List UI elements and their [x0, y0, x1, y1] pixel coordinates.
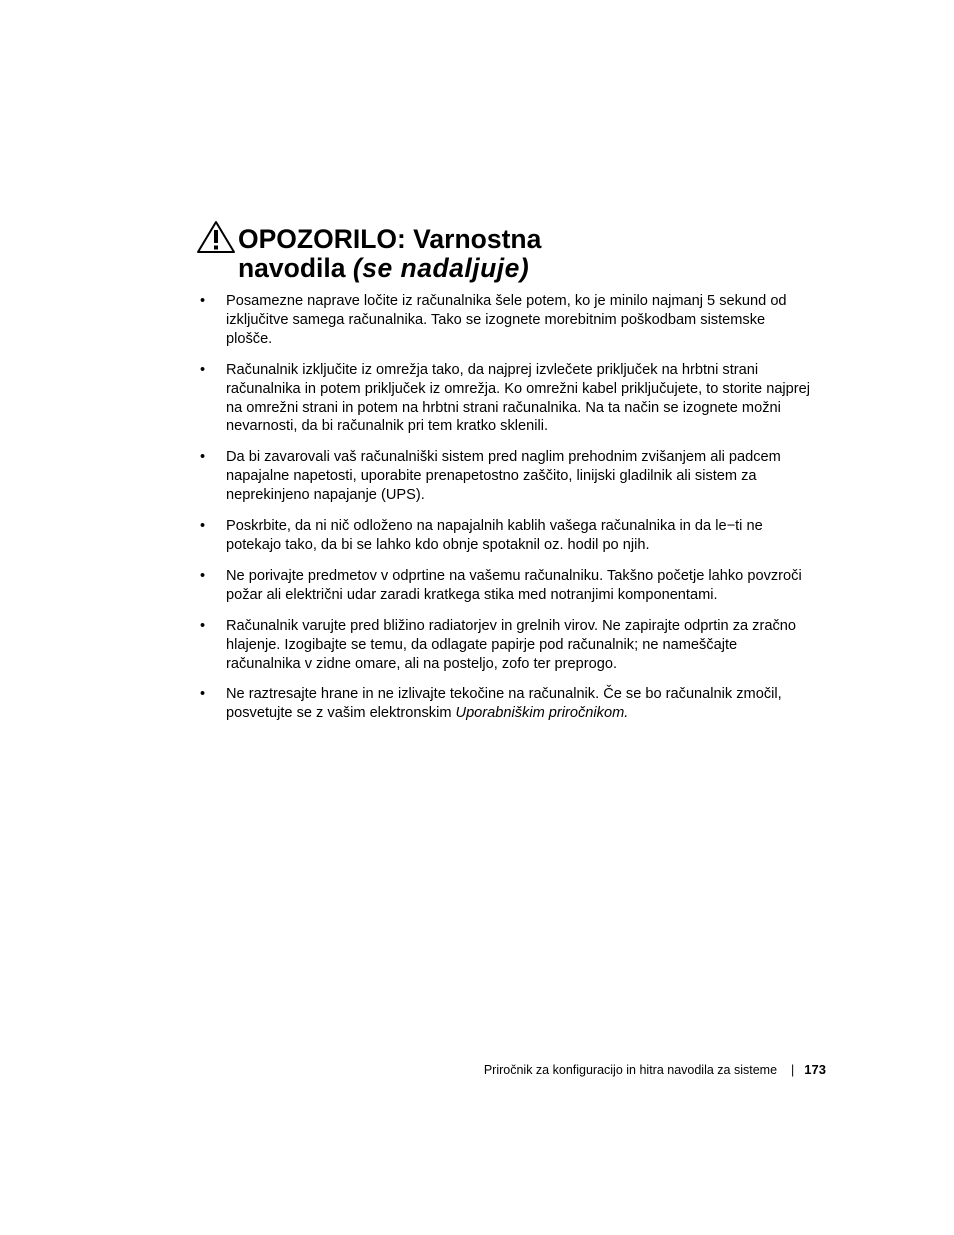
list-item-text — [226, 686, 782, 721]
bullet-icon: • — [200, 449, 206, 466]
bullet-icon: • — [200, 617, 206, 634]
list-item — [200, 685, 810, 723]
bullet-icon: • — [200, 293, 206, 309]
list-item-text: Da bi zavarovali vaš računalniški sistem pred naglim prehodnim zvišanjem ali padcem napajalne napetosti, uporabite prenapetostno zaščito, linijski gladilnik ali sistem za neprekinjeno napajanje (UPS). — [226, 449, 781, 504]
heading-line-2 — [238, 253, 529, 283]
list-item — [200, 567, 810, 605]
bullet-icon: • — [200, 518, 206, 535]
list-item-text: Računalnik varujte pred bližino radiatorjev in grelnih virov. Ne zapirajte odprtin za zračno hlajenje. Izogibajte se temu, da odlagate papirje pod računalnik; ne nameščajte računalnika v zidne omare, ali na posteljo, zofo ter preprogo. — [226, 617, 796, 672]
list-item-text: Posamezne naprave ločite iz računalnika šele potem, ko je minilo najmanj 5 sekund od izključitve samega računalnika. Tako se izognete morebitnim poškodbam sistemske plošče. — [226, 293, 787, 347]
heading-line-1: OPOZORILO: Varnostna — [238, 224, 542, 254]
list-item — [200, 448, 810, 505]
manual-reference: Uporabniškim priročnikom. — [455, 705, 629, 722]
list-item — [200, 361, 810, 437]
bullet-icon: • — [200, 686, 206, 703]
list-item — [200, 517, 810, 555]
page-footer — [484, 1062, 826, 1077]
warning-triangle-icon — [196, 220, 236, 254]
heading-line-2-regular: navodila — [238, 253, 353, 283]
footer-separator: | — [791, 1063, 795, 1077]
page-number: 173 — [804, 1062, 826, 1077]
list-item-text: Ne porivajte predmetov v odprtine na vašemu računalniku. Takšno početje lahko povzroči požar ali električni udar zaradi kratkega stika med notranjimi komponentami. — [226, 567, 802, 603]
safety-instructions-list — [200, 292, 810, 735]
bullet-icon: • — [200, 567, 206, 584]
list-item-text: Poskrbite, da ni nič odloženo na napajalnih kablih vašega računalnika in da le−ti ne potekajo tako, da bi se lahko kdo obnje spotaknil oz. hodil po njih. — [226, 518, 763, 553]
list-item-text: Računalnik izključite iz omrežja tako, da najprej izvlečete priključek na hrbtni strani računalnika in potem priključek iz omrežja. Ko omrežni kabel priključujete, to storite najprej na omrežni strani in potem na hrbtni strani računalnika. Na ta način se izognete možni nevarnosti, da bi računalnik pri tem kratko sklenili. — [226, 361, 811, 435]
list-item — [200, 292, 810, 349]
list-item — [200, 617, 810, 674]
heading-continued: (se nadaljuje) — [352, 253, 530, 283]
list-item-text-regular: Ne raztresajte hrane in ne izlivajte tekočine na računalnik. Če se bo računalnik zmočil, posvetujte se z vašim elektronskim — [226, 686, 782, 722]
bullet-icon: • — [200, 361, 206, 378]
footer-title: Priročnik za konfiguracijo in hitra navodila za sisteme — [483, 1063, 778, 1077]
